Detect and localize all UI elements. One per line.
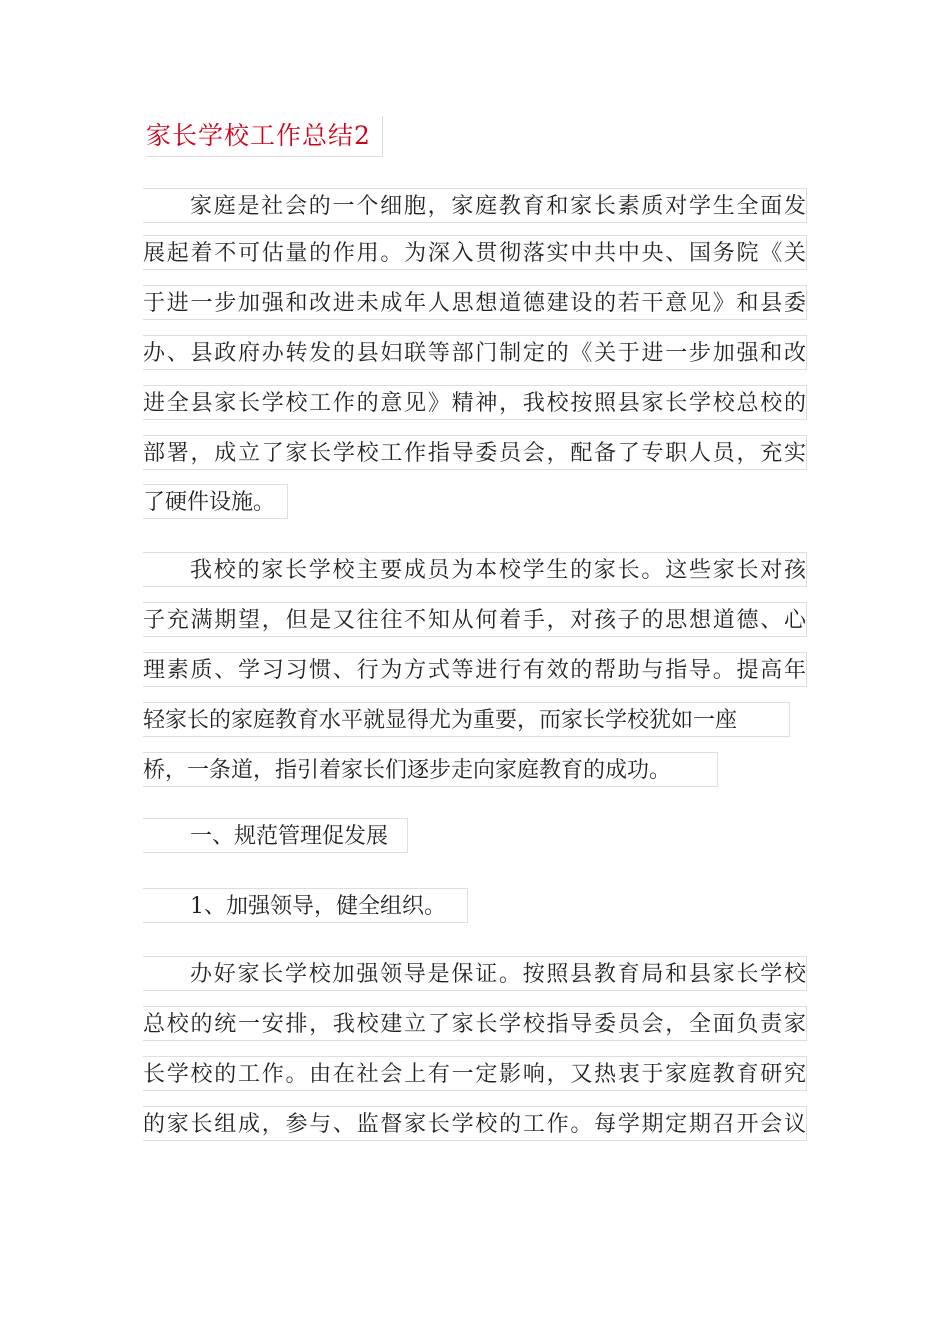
section-heading: 一、规范管理促发展	[143, 818, 408, 853]
paragraph-line: 于进一步加强和改进未成年人思想道德建设的若干意见》和县委	[143, 285, 807, 320]
document-title: 家长学校工作总结2	[146, 116, 383, 157]
paragraph-line: 进全县家长学校工作的意见》精神，我校按照县家长学校总校的	[143, 385, 807, 420]
paragraph-line: 桥，一条道，指引着家长们逐步走向家庭教育的成功。	[143, 752, 718, 787]
paragraph-line: 轻家长的家庭教育水平就显得尤为重要，而家长学校犹如一座	[143, 702, 790, 737]
subsection-heading: 1、加强领导，健全组织。	[143, 888, 468, 923]
paragraph-line: 我校的家长学校主要成员为本校学生的家长。这些家长对孩	[143, 552, 807, 587]
paragraph-line: 总校的统一安排，我校建立了家长学校指导委员会，全面负责家	[143, 1006, 807, 1041]
paragraph-line: 办好家长学校加强领导是保证。按照县教育局和县家长学校	[143, 956, 807, 991]
paragraph-line: 部署，成立了家长学校工作指导委员会，配备了专职人员，充实	[143, 435, 807, 470]
paragraph-line: 的家长组成，参与、监督家长学校的工作。每学期定期召开会议	[143, 1106, 807, 1141]
paragraph-line: 了硬件设施。	[143, 484, 288, 519]
paragraph-line: 办、县政府办转发的县妇联等部门制定的《关于进一步加强和改	[143, 335, 807, 370]
paragraph-line: 子充满期望，但是又往往不知从何着手，对孩子的思想道德、心	[143, 602, 807, 637]
paragraph-line: 长学校的工作。由在社会上有一定影响，又热衷于家庭教育研究	[143, 1056, 807, 1091]
paragraph-line: 家庭是社会的一个细胞，家庭教育和家长素质对学生全面发	[143, 188, 807, 223]
paragraph-line: 展起着不可估量的作用。为深入贯彻落实中共中央、国务院《关	[143, 235, 807, 270]
paragraph-line: 理素质、学习习惯、行为方式等进行有效的帮助与指导。提高年	[143, 652, 807, 687]
